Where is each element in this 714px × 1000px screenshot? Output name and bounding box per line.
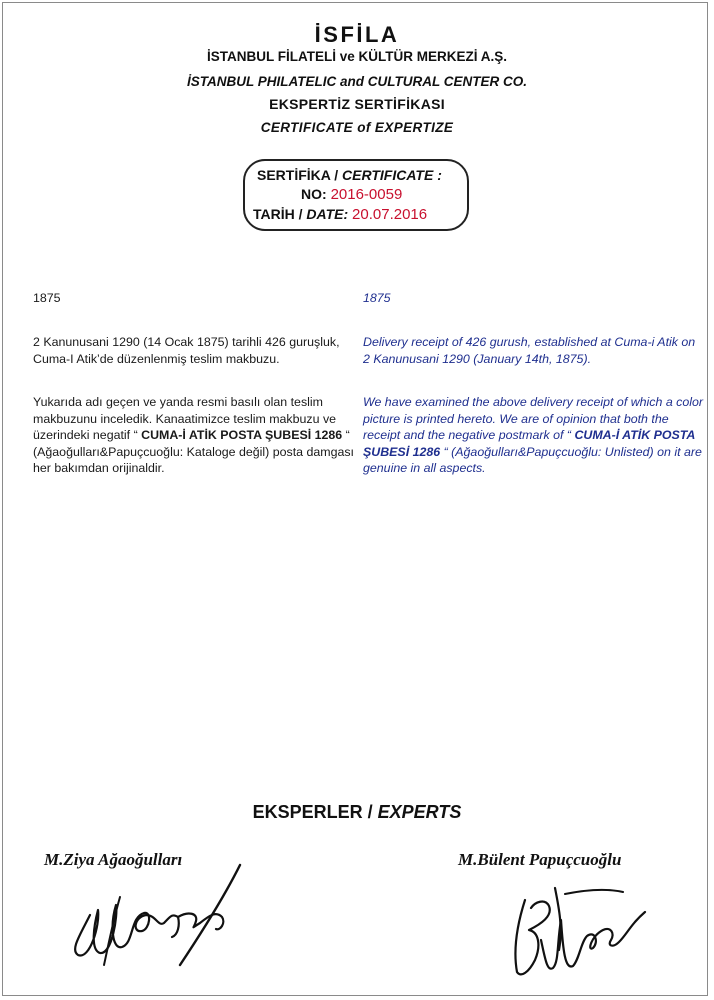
english-year: 1875 [363, 291, 391, 305]
company-name-english: İSTANBUL PHILATELIC and CULTURAL CENTER CO. [187, 74, 527, 89]
turkish-opinion-text-a: Yukarıda adı geçen ve yanda resmi basılı olan teslim makbuzunu inceledik. Kanaatimizce teslim makbuzu ve üzerindeki negatif “ [33, 395, 337, 442]
certificate-label-turkish: SERTİFİKA / [257, 167, 343, 183]
experts-heading-turkish: EKSPERLER / [252, 802, 378, 822]
english-postmark-name: CUMA-İ ATİK POSTA ŞUBESİ 1286 [363, 428, 695, 459]
date-label-turkish: TARİH / [253, 206, 307, 222]
turkish-description: 2 Kanunusani 1290 (14 Ocak 1875) tarihli 426 guruşluk, Cuma-I Atik’de düzenlenmiş teslim makbuzu. [33, 335, 340, 366]
expert-1-signature [60, 855, 260, 970]
expert-2-signature [495, 880, 655, 980]
company-name-turkish: İSTANBUL FİLATELİ ve KÜLTÜR MERKEZİ A.Ş. [207, 49, 507, 64]
certificate-date-row [253, 206, 427, 223]
experts-heading [0, 802, 714, 823]
certificate-label [257, 167, 442, 183]
expert-2-name: M.Bülent Papuçcuoğlu [458, 850, 622, 869]
turkish-year: 1875 [33, 291, 61, 305]
english-expert-opinion [363, 394, 703, 477]
certificate-number-box [243, 159, 469, 231]
experts-heading-english: EXPERTS [377, 802, 462, 822]
turkish-expert-opinion [33, 394, 358, 477]
certificate-number-label: NO: [301, 186, 331, 202]
certificate-date-value: 20.07.2016 [352, 206, 428, 223]
brand-name: İSFİLA [314, 22, 400, 47]
turkish-opinion-text-b: “ (Ağaoğulları&Papuçcuoğlu: Kataloge değil) posta damgası her bakımdan orijinaldir. [33, 428, 354, 475]
date-label-english: DATE: [306, 206, 349, 222]
expert-1-name: M.Ziya Ağaoğulları [44, 850, 183, 869]
document-title-english: CERTIFICATE of EXPERTIZE [260, 120, 454, 135]
certificate-number-value: 2016-0059 [330, 186, 403, 203]
english-opinion-text-b: “ (Ağaoğulları&Papuçcuoğlu: Unlisted) on it are genuine in all aspects. [363, 444, 702, 475]
english-opinion-text-a: We have examined the above delivery receipt of which a color picture is printed hereto. We are of opinion that both the receipt and the negative postmark of “ [363, 395, 704, 442]
turkish-postmark-name: CUMA-İ ATİK POSTA ŞUBESİ 1286 [141, 428, 343, 442]
certificate-label-english: CERTIFICATE : [342, 167, 442, 183]
english-description: Delivery receipt of 426 gurush, established at Cuma-i Atik on 2 Kanunusani 1290 (January 14th, 1875). [363, 335, 696, 366]
page-border [2, 2, 708, 996]
certificate-number-row [301, 186, 402, 203]
document-title-turkish: EKSPERTİZ SERTİFİKASI [269, 96, 445, 112]
